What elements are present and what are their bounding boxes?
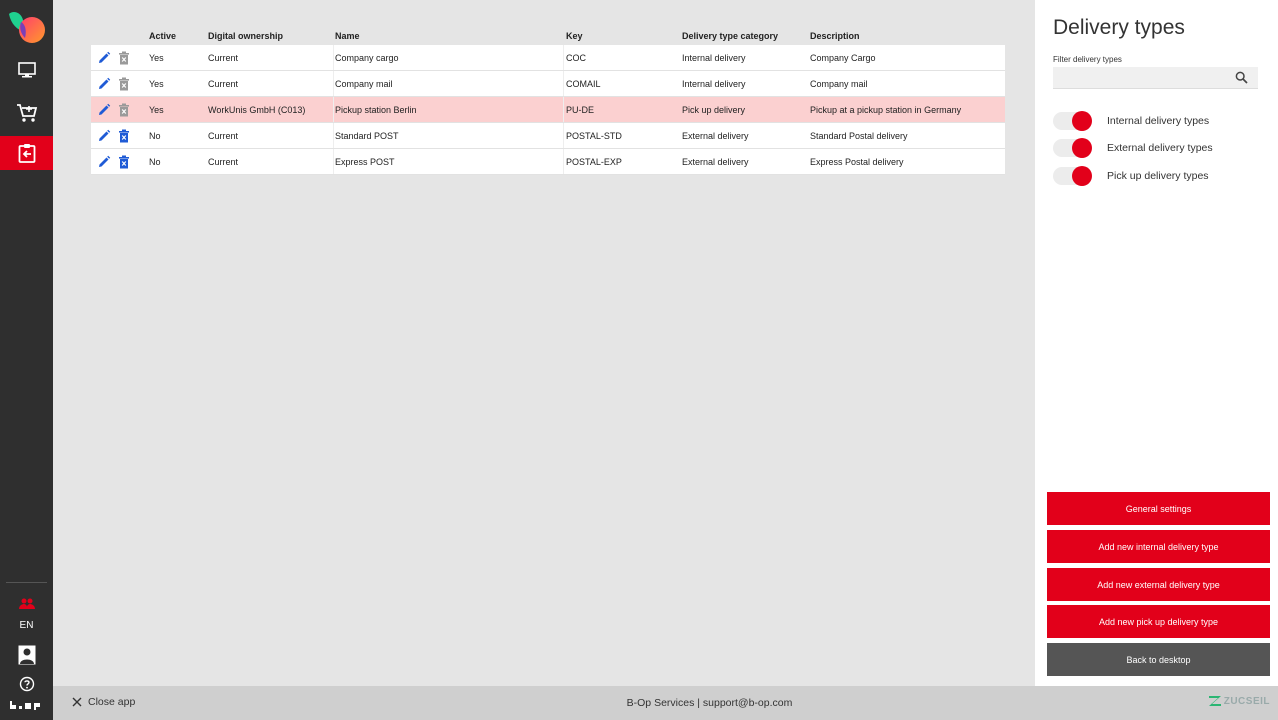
- toggle-knob: [1072, 138, 1092, 158]
- toggle-label-pickup: Pick up delivery types: [1107, 170, 1209, 182]
- back-to-desktop-button[interactable]: Back to desktop: [1047, 643, 1270, 676]
- edit-icon[interactable]: [96, 102, 112, 118]
- pickup-types-toggle[interactable]: [1053, 167, 1091, 185]
- toggle-knob: [1072, 166, 1092, 186]
- cell-ownership: Current: [208, 71, 334, 96]
- toggle-row-internal: [1053, 111, 1209, 131]
- edit-icon[interactable]: [96, 50, 112, 66]
- cell-ownership: Current: [208, 123, 334, 148]
- cell-active: Yes: [149, 78, 164, 89]
- cell-category: External delivery: [682, 130, 749, 141]
- row-actions: [91, 45, 149, 70]
- row-actions: [91, 71, 149, 96]
- delete-icon[interactable]: [116, 154, 132, 170]
- header-category[interactable]: Delivery type category: [682, 30, 779, 41]
- footer-brand: [1208, 695, 1270, 707]
- cell-description: Express Postal delivery: [810, 156, 904, 167]
- general-settings-button[interactable]: General settings: [1047, 492, 1270, 525]
- cart-add-icon: [16, 103, 38, 123]
- edit-icon[interactable]: [96, 76, 112, 92]
- main-content: [53, 0, 1035, 686]
- cell-ownership: Current: [208, 149, 334, 174]
- row-actions: [91, 149, 149, 174]
- sidebar-item-cart[interactable]: [0, 96, 53, 130]
- zucseil-logo-icon: [1208, 695, 1222, 707]
- cell-ownership: WorkUnis GmbH (C013): [208, 97, 334, 122]
- filter-field: [1053, 67, 1258, 89]
- header-name[interactable]: Name: [335, 30, 360, 41]
- table-row[interactable]: [91, 149, 1005, 175]
- cell-description: Standard Postal delivery: [810, 130, 908, 141]
- cell-ownership: Current: [208, 45, 334, 70]
- cell-key: POSTAL-EXP: [566, 156, 622, 167]
- toggle-row-external: [1053, 138, 1213, 158]
- add-internal-type-button[interactable]: Add new internal delivery type: [1047, 530, 1270, 563]
- sidebar-item-delivery[interactable]: [0, 136, 53, 170]
- monitor-icon: [18, 62, 36, 78]
- table-row[interactable]: [91, 45, 1005, 71]
- delete-icon: [116, 102, 132, 118]
- cell-key: COMAIL: [566, 78, 601, 89]
- cell-active: Yes: [149, 104, 164, 115]
- language-switch[interactable]: EN: [19, 620, 34, 631]
- cell-active: No: [149, 130, 161, 141]
- cell-category: External delivery: [682, 156, 749, 167]
- cell-active: Yes: [149, 52, 164, 63]
- sidebar-item-users[interactable]: [0, 588, 53, 622]
- cell-description: Company Cargo: [810, 52, 876, 63]
- row-actions: [91, 123, 149, 148]
- header-key[interactable]: Key: [566, 30, 583, 41]
- cell-name: Pickup station Berlin: [334, 97, 564, 122]
- cell-active: No: [149, 156, 161, 167]
- delivery-types-table: [91, 26, 1005, 175]
- toggle-row-pickup: [1053, 166, 1209, 186]
- toggle-label-internal: Internal delivery types: [1107, 115, 1210, 127]
- add-pickup-type-button[interactable]: Add new pick up delivery type: [1047, 605, 1270, 638]
- cell-category: Pick up delivery: [682, 104, 746, 115]
- table-body: [91, 45, 1005, 175]
- external-types-toggle[interactable]: [1053, 139, 1091, 157]
- cell-description: Pickup at a pickup station in Germany: [810, 104, 962, 115]
- edit-icon[interactable]: [96, 128, 112, 144]
- cell-name: Company mail: [334, 71, 564, 96]
- help-icon: [19, 676, 35, 692]
- right-panel: [1035, 0, 1278, 686]
- table-row[interactable]: [91, 71, 1005, 97]
- cell-category: Internal delivery: [682, 52, 746, 63]
- users-icon: [18, 597, 36, 613]
- toggle-label-external: External delivery types: [1107, 142, 1213, 154]
- footer-contact: B-Op Services | support@b-op.com: [626, 697, 793, 709]
- footer-brand-label: ZUCSEIL: [1223, 695, 1270, 707]
- sidebar-divider: [6, 582, 47, 583]
- header-ownership[interactable]: Digital ownership: [208, 30, 284, 41]
- close-app-label: Close app: [88, 696, 136, 708]
- sidebar-item-desktop[interactable]: [0, 53, 53, 87]
- delete-icon: [116, 76, 132, 92]
- cell-name: Company cargo: [334, 45, 564, 70]
- footer: [53, 686, 1278, 720]
- add-external-type-button[interactable]: Add new external delivery type: [1047, 568, 1270, 601]
- sidebar: [0, 0, 53, 720]
- cell-description: Company mail: [810, 78, 868, 89]
- filter-input[interactable]: [1053, 67, 1233, 89]
- delete-icon: [116, 50, 132, 66]
- table-row[interactable]: [91, 97, 1005, 123]
- edit-icon[interactable]: [96, 154, 112, 170]
- cell-category: Internal delivery: [682, 78, 746, 89]
- filter-label: Filter delivery types: [1053, 55, 1122, 64]
- cell-name: Standard POST: [334, 123, 564, 148]
- search-icon[interactable]: [1235, 71, 1248, 84]
- cell-key: POSTAL-STD: [566, 130, 622, 141]
- sidebar-item-help[interactable]: [0, 667, 53, 701]
- bop-logo-icon: [10, 700, 42, 710]
- row-actions: [91, 97, 149, 122]
- cell-key: PU-DE: [566, 104, 595, 115]
- app-logo-icon[interactable]: [7, 8, 47, 46]
- toggle-knob: [1072, 111, 1092, 131]
- header-active[interactable]: Active: [149, 30, 177, 41]
- cell-key: COC: [566, 52, 586, 63]
- avatar-icon: [18, 645, 36, 665]
- clipboard-return-icon: [18, 143, 36, 163]
- cell-name: Express POST: [334, 149, 564, 174]
- internal-types-toggle[interactable]: [1053, 112, 1091, 130]
- table-row[interactable]: [91, 123, 1005, 149]
- header-description[interactable]: Description: [810, 30, 860, 41]
- page-title: Delivery types: [1053, 16, 1185, 39]
- table-header: [91, 26, 1005, 45]
- delete-icon[interactable]: [116, 128, 132, 144]
